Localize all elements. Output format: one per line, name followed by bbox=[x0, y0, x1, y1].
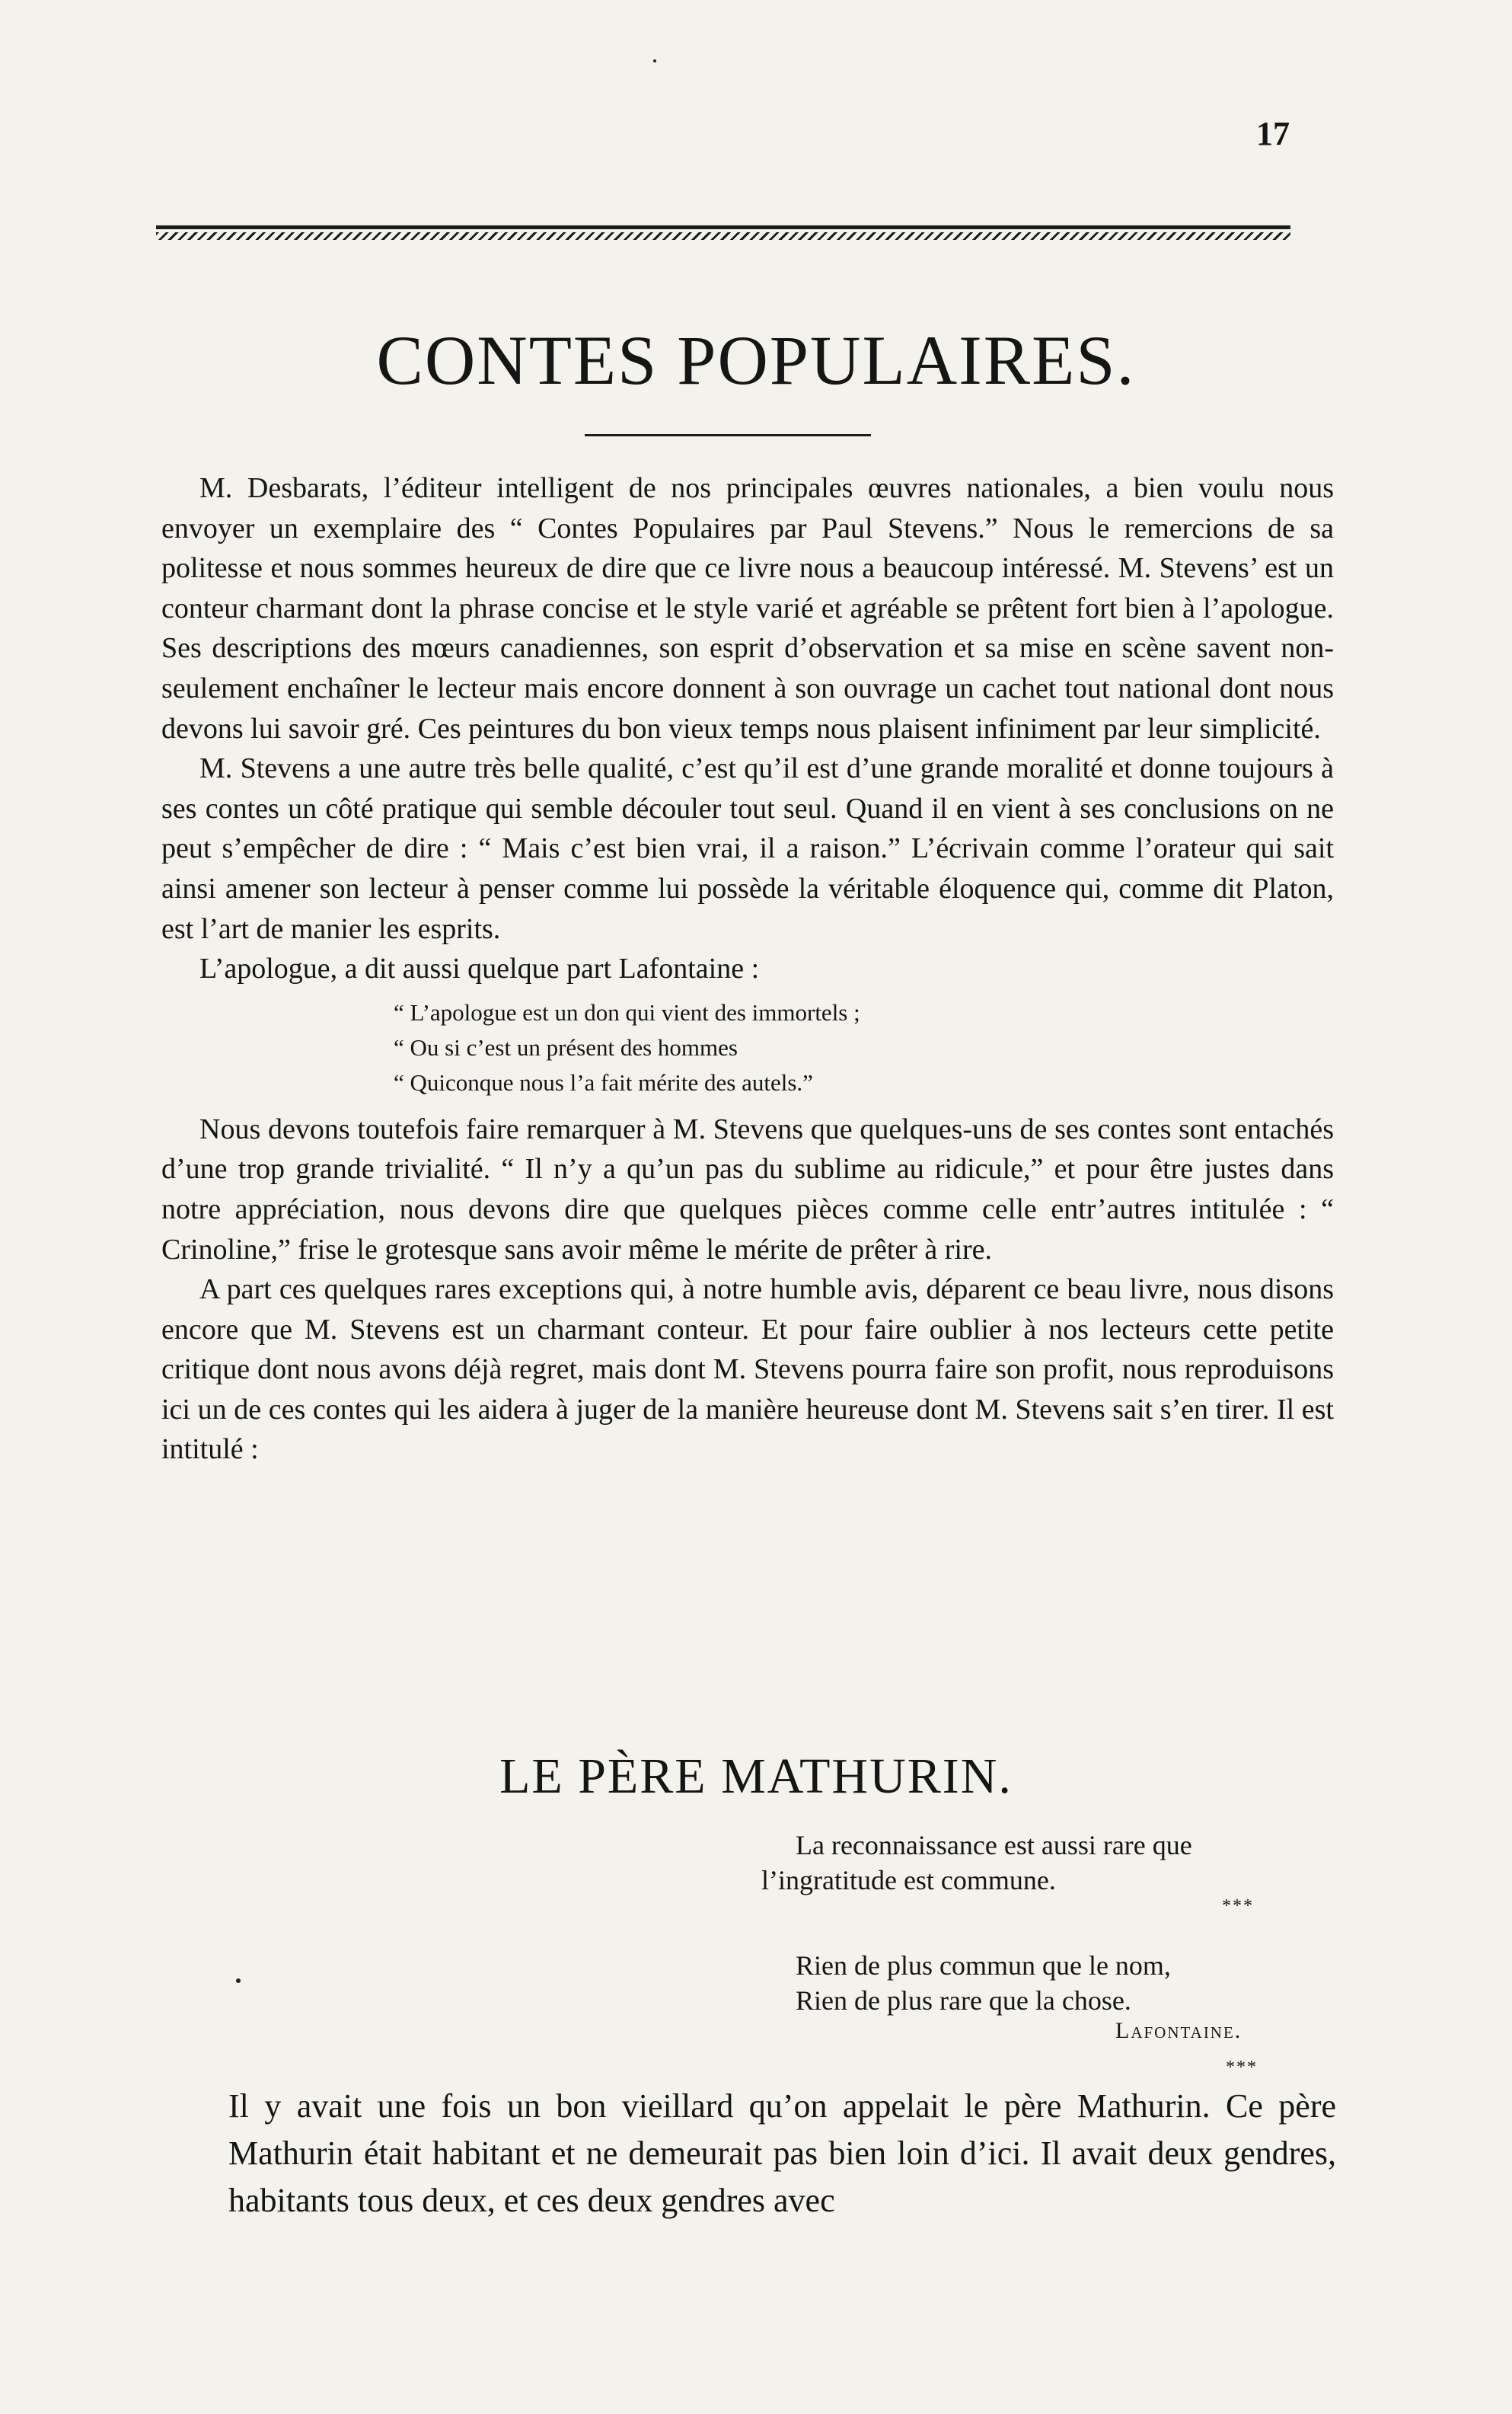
story-title: LE PÈRE MATHURIN. bbox=[499, 1748, 1013, 1804]
story-text bbox=[228, 2083, 1336, 2224]
quoted-verse bbox=[394, 995, 1334, 1100]
epigraph-line: l’ingratitude est commune. bbox=[761, 1865, 1056, 1895]
section-separator: *** bbox=[1222, 1896, 1254, 1916]
epigraph-second bbox=[796, 1948, 1329, 2018]
review-text bbox=[161, 468, 1334, 1470]
section-separator: *** bbox=[1226, 2058, 1258, 2077]
page-title: CONTES POPULAIRES. bbox=[376, 321, 1136, 399]
decorative-rule bbox=[156, 225, 1290, 246]
review-paragraph-4: Nous devons toutefois faire remarquer à M. Stevens que quelques-uns de ses contes sont entachés d’une trop grande trivialité. “ Il n’y a qu’un pas du sublime au ridicule,” et pour être justes dans notre appréciation, nous devons dire que quelques pièces comme celle entr’autres intitulée : “ Crinoline,” frise le grotesque sans avoir même le mérite de prêter à rire. bbox=[161, 1113, 1334, 1266]
epigraph-line: Rien de plus rare que la chose. bbox=[796, 1985, 1131, 2016]
story-opening: Il y avait une fois un bon vieillard qu’on appelait le père Mathurin. Ce père Mathurin était habitant et ne demeurait pas bien loin d’ici. Il avait deux gendres, habitants tous deux, et ces deux gendres avec bbox=[228, 2087, 1336, 2219]
review-paragraph-1: M. Desbarats, l’éditeur intelligent de nos principales œuvres nationales, a bien voulu nous envoyer un exemplaire des “ Contes Populaires par Paul Stevens.” Nous le remercions de sa politesse et nous sommes heureux de dire que ce livre nous a beaucoup intéressé. M. Stevens’ est un conteur charmant dont la phrase concise et le style varié et agréable se prêtent fort bien à l’apologue. Ses descriptions des mœurs canadiennes, son esprit d’observation et sa mise en scène savent non-seulement enchaîner le lecteur mais encore donnent à son ouvrage un cachet tout national dont nous devons lui savoir gré. Ces peintures du bon vieux temps nous plaisent infiniment par leur simplicité. bbox=[161, 472, 1334, 745]
review-paragraph-5: A part ces quelques rares exceptions qui, à notre humble avis, déparent ce beau livre, nous disons encore que M. Stevens est un charmant conteur. Et pour faire oublier à nos lecteurs cette petite critique dont nous avons déjà regret, mais dont M. Stevens pourra faire son profit, nous reproduisons ici un de ces contes qui les aidera à juger de la manière heureuse dont M. Stevens sait s’en tirer. Il est intitulé : bbox=[161, 1273, 1334, 1466]
review-paragraph-3: L’apologue, a dit aussi quelque part Lafontaine : bbox=[199, 953, 760, 985]
epigraph-first bbox=[761, 1828, 1340, 1898]
verse-line: “ Quiconque nous l’a fait mérite des autels.” bbox=[394, 1068, 813, 1096]
print-speck bbox=[236, 1978, 241, 1983]
title-divider bbox=[585, 434, 871, 436]
page-number: 17 bbox=[1256, 115, 1290, 152]
verse-line: “ L’apologue est un don qui vient des immortels ; bbox=[394, 998, 860, 1026]
epigraph-line: Rien de plus commun que le nom, bbox=[796, 1950, 1171, 1981]
epigraph-line: La reconnaissance est aussi rare que bbox=[796, 1830, 1192, 1860]
verse-line: “ Ou si c’est un présent des hommes bbox=[394, 1033, 738, 1061]
review-paragraph-2: M. Stevens a une autre très belle qualité, c’est qu’il est d’une grande moralité et donne toujours à ses contes un côté pratique qui semble découler tout seul. Quand il en vient à ses conclusions on ne peut s’empêcher de dire : “ Mais c’est bien vrai, il a raison.” L’écrivain comme l’orateur qui sait ainsi amener son lecteur à penser comme lui possède la véritable éloquence qui, comme dit Platon, est l’art de manier les esprits. bbox=[161, 752, 1334, 945]
print-speck bbox=[653, 59, 656, 62]
epigraph-author: Lafontaine. bbox=[1115, 2018, 1242, 2043]
